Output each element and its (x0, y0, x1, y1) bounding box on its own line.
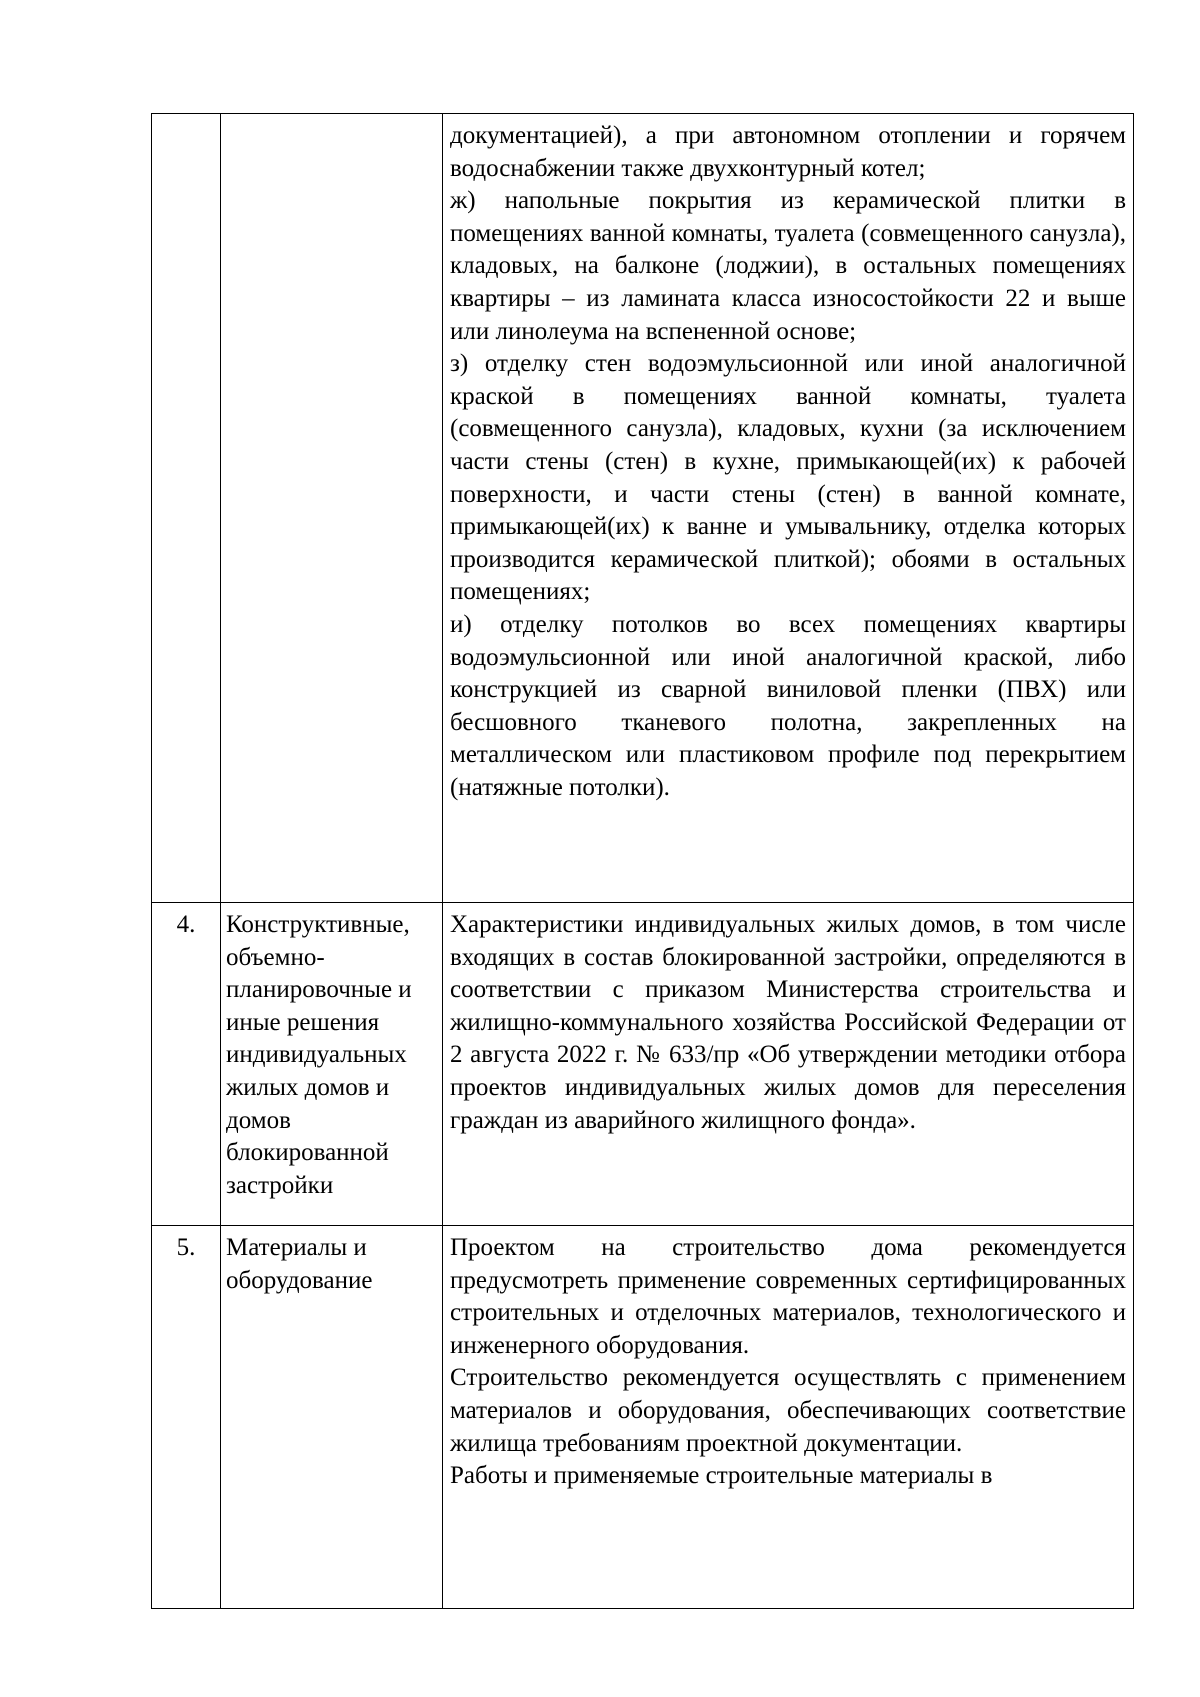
table-row (152, 903, 1134, 1226)
description-paragraph: Проектом на строительство дома рекомендуется предусмотреть применение современных сертифицированных строительных и отделочных материалов, технологического и инженерного оборудования. (450, 1234, 1126, 1359)
row-description (443, 1226, 1134, 1609)
row-name-line: оборудование (226, 1266, 373, 1294)
row-number (152, 114, 221, 903)
row-name-line: объемно- (226, 943, 325, 971)
row-name-line: домов (226, 1106, 291, 1134)
description-paragraph: Работы и применяемые строительные материалы в (450, 1462, 993, 1490)
table-row (152, 1226, 1134, 1609)
row-name (221, 114, 443, 903)
description-paragraph: з) отделку стен водоэмульсионной или иной аналогичной краской в помещениях ванной комнаты, туалета (совмещенного санузла), кладовых, кухни (за исключением части стены (стен) в кухне, примыкающей(их) к рабочей поверхности, и части стены (стен) в ванной комнате, примыкающей(их) к ванне и умывальнику, отделка которых производится керамической плиткой); обоями в остальных помещениях; (450, 350, 1126, 606)
description-paragraph: документацией), а при автономном отоплении и горячем водоснабжении также двухконтурный котел; (450, 122, 1126, 182)
description-paragraph: Характеристики индивидуальных жилых домов, в том числе входящих в состав блокированной застройки, определяются в соответствии с приказом Министерства строительства и жилищно-коммунального хозяйства Российской Федерации от 2 августа 2022 г. № 633/пр «Об утверждении методики отбора проектов индивидуальных жилых домов для переселения граждан из аварийного жилищного фонда». (450, 911, 1126, 1134)
row-name-line: блокированной (226, 1139, 389, 1167)
row-name-line: жилых домов и (226, 1073, 390, 1101)
row-number: 5. (152, 1226, 221, 1609)
description-paragraph: и) отделку потолков во всех помещениях квартиры водоэмульсионной или иной аналогичной краской, либо конструкцией из сварной виниловой пленки (ПВХ) или бесшовного тканевого полотна, закрепленных на металлическом или пластиковом профиле под перекрытием (натяжные потолки). (450, 610, 1126, 801)
table-row (152, 114, 1134, 903)
row-description (443, 114, 1134, 903)
row-name-line: иные решения (226, 1008, 380, 1036)
description-paragraph: Строительство рекомендуется осуществлять с применением материалов и оборудования, обеспечивающих соответствие жилища требованиям проектной документации. (450, 1364, 1126, 1457)
row-name-line: планировочные и (226, 976, 412, 1004)
row-name-line: индивидуальных (226, 1041, 407, 1069)
row-name (221, 903, 443, 1226)
row-name-line: Конструктивные, (226, 911, 410, 938)
row-name-line: застройки (226, 1171, 334, 1199)
description-paragraph: ж) напольные покрытия из керамической плитки в помещениях ванной комнаты, туалета (совмещенного санузла), кладовых, на балконе (лоджии), в остальных помещениях квартиры – из ламината класса износостойкости 22 и выше или линолеума на вспененной основе; (450, 187, 1126, 345)
row-name (221, 1226, 443, 1609)
row-number: 4. (152, 903, 221, 1226)
requirements-table (151, 113, 1134, 1609)
row-name-line: Материалы и (226, 1234, 367, 1261)
row-description (443, 903, 1134, 1226)
